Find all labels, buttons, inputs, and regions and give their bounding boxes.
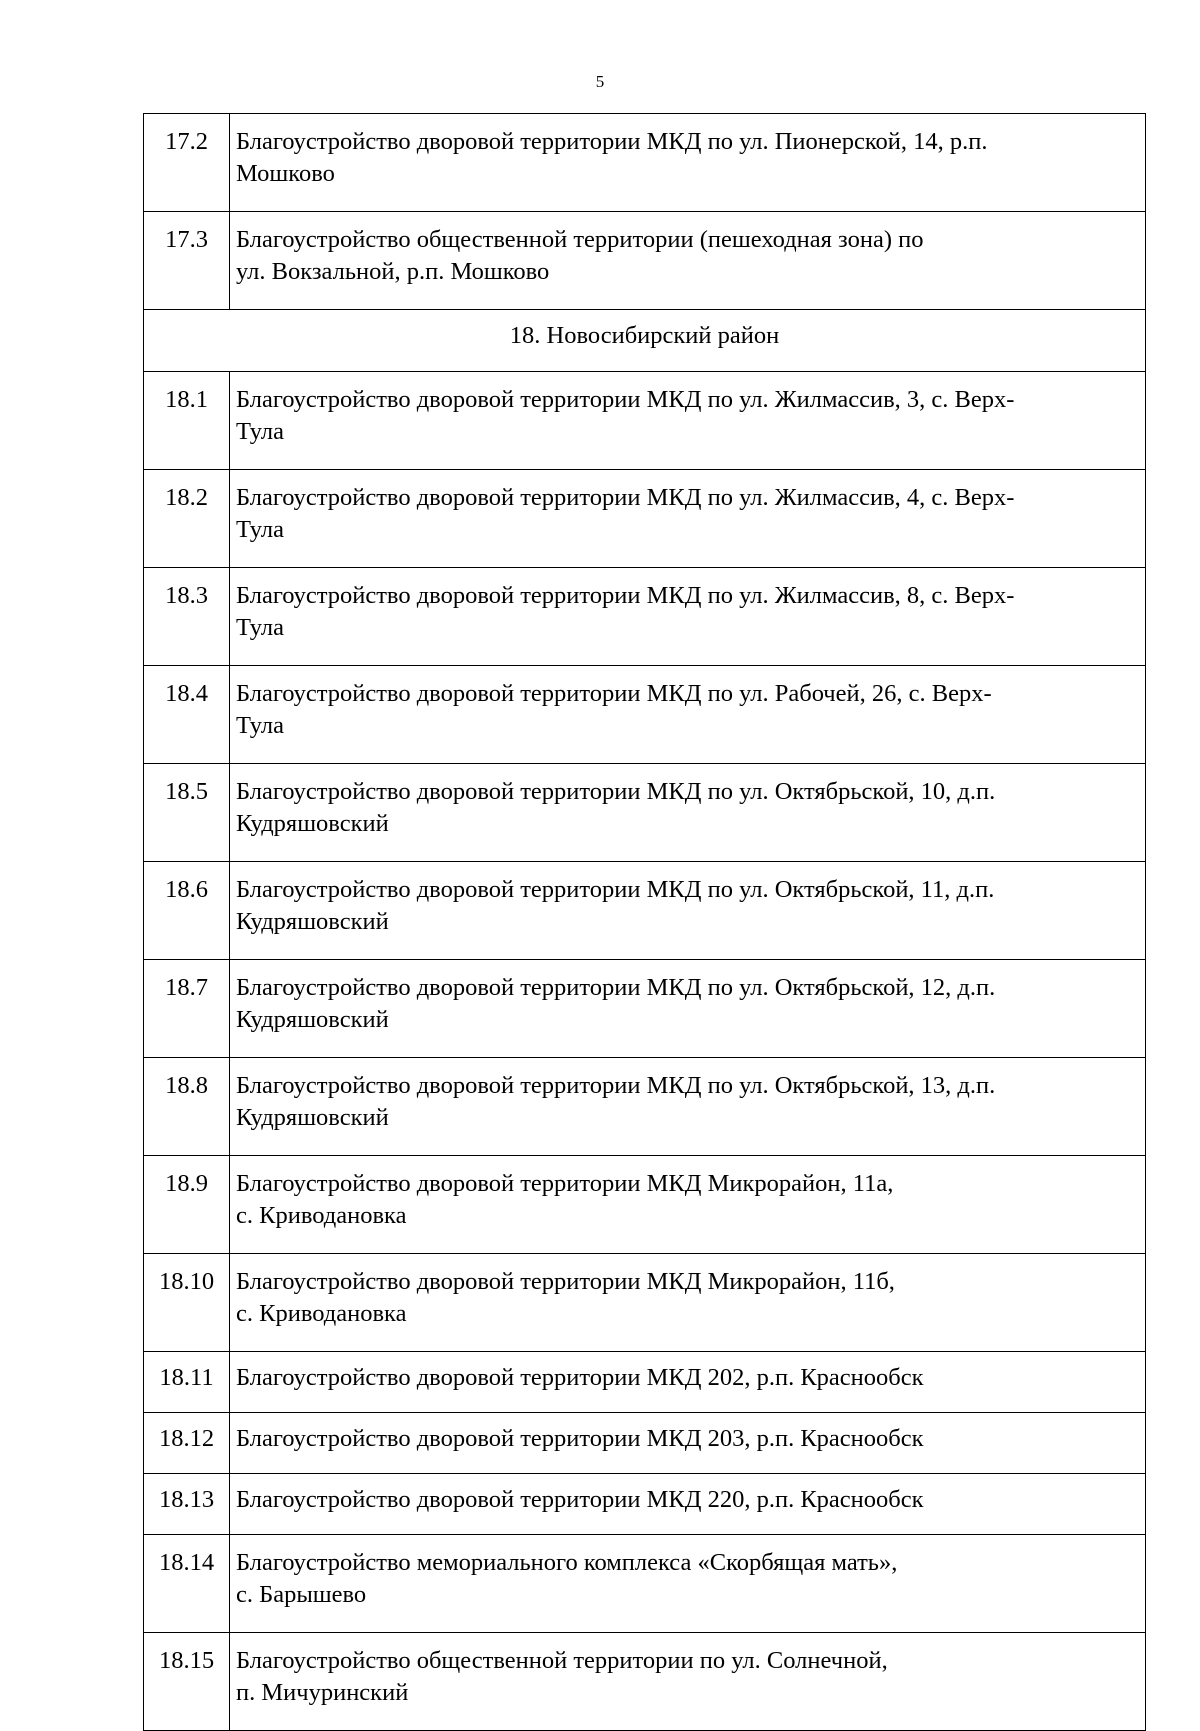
item-description: [230, 862, 1146, 960]
item-description: [230, 960, 1146, 1058]
item-number: 18.11: [144, 1352, 230, 1413]
item-description-line: с. Барышево: [236, 1581, 367, 1608]
table-row: [144, 1156, 1146, 1254]
table-row: [144, 764, 1146, 862]
item-description-line: п. Мичуринский: [236, 1679, 409, 1706]
item-description-line: Благоустройство дворовой территории МКД по ул. Рабочей, 26, с. Верх-: [236, 680, 992, 707]
table-row: [144, 1535, 1146, 1633]
table-row: [144, 666, 1146, 764]
item-description: [230, 372, 1146, 470]
item-description-line: Кудряшовский: [236, 908, 389, 935]
item-description-line: Благоустройство дворовой территории МКД по ул. Октябрьской, 12, д.п.: [236, 974, 996, 1001]
item-description-line: Благоустройство дворовой территории МКД Микрорайон, 11б,: [236, 1268, 895, 1295]
item-number: 18.5: [144, 764, 230, 862]
item-description: [230, 1413, 1146, 1474]
item-description: [230, 114, 1146, 212]
item-description-line: Благоустройство дворовой территории МКД 220, р.п. Краснообск: [236, 1486, 924, 1513]
item-number: 18.2: [144, 470, 230, 568]
item-description: [230, 1352, 1146, 1413]
item-description-line: Благоустройство мемориального комплекса «Скорбящая мать»,: [236, 1549, 898, 1576]
item-description: [230, 212, 1146, 310]
item-description: [230, 1156, 1146, 1254]
item-description-line: Благоустройство общественной территории (пешеходная зона) по: [236, 226, 924, 253]
table-row: [144, 114, 1146, 212]
item-description-line: Тула: [236, 516, 285, 543]
section-header-row: [144, 310, 1146, 372]
item-number: 18.15: [144, 1633, 230, 1731]
item-number: 18.4: [144, 666, 230, 764]
table-row: [144, 960, 1146, 1058]
item-description: [230, 470, 1146, 568]
item-description-line: ул. Вокзальной, р.п. Мошково: [236, 258, 550, 285]
item-description-line: Благоустройство дворовой территории МКД по ул. Октябрьской, 10, д.п.: [236, 778, 996, 805]
item-description-line: Кудряшовский: [236, 810, 389, 837]
item-description-line: Тула: [236, 614, 285, 641]
item-description-line: Благоустройство дворовой территории МКД по ул. Жилмассив, 4, с. Верх-: [236, 484, 1015, 511]
item-description-line: Тула: [236, 418, 285, 445]
table-row: [144, 568, 1146, 666]
item-description-line: Благоустройство дворовой территории МКД Микрорайон, 11а,: [236, 1170, 894, 1197]
item-description-line: Благоустройство дворовой территории МКД по ул. Октябрьской, 11, д.п.: [236, 876, 995, 903]
item-description-line: Благоустройство дворовой территории МКД по ул. Пионерской, 14, р.п.: [236, 128, 988, 155]
item-description: [230, 1254, 1146, 1352]
item-description-line: с. Криводановка: [236, 1300, 407, 1327]
item-number: 18.12: [144, 1413, 230, 1474]
item-number: 18.1: [144, 372, 230, 470]
table-row: [144, 1254, 1146, 1352]
item-description-line: Кудряшовский: [236, 1006, 389, 1033]
table-row: [144, 212, 1146, 310]
item-number: 17.3: [144, 212, 230, 310]
item-number: 18.3: [144, 568, 230, 666]
item-description-line: Благоустройство общественной территории по ул. Солнечной,: [236, 1647, 888, 1674]
table-row: [144, 862, 1146, 960]
item-number: 18.9: [144, 1156, 230, 1254]
item-description: [230, 666, 1146, 764]
item-number: 18.10: [144, 1254, 230, 1352]
table-row: [144, 1474, 1146, 1535]
item-description: [230, 1633, 1146, 1731]
table-row: [144, 1352, 1146, 1413]
item-description-line: Благоустройство дворовой территории МКД по ул. Жилмассив, 8, с. Верх-: [236, 582, 1015, 609]
table-row: [144, 1633, 1146, 1731]
section-title: 18. Новосибирский район: [144, 310, 1146, 372]
item-number: 18.7: [144, 960, 230, 1058]
item-number: 17.2: [144, 114, 230, 212]
items-table: [143, 113, 1146, 1731]
item-number: 18.8: [144, 1058, 230, 1156]
item-description: [230, 1474, 1146, 1535]
table-row: [144, 470, 1146, 568]
table-row: [144, 372, 1146, 470]
item-description: [230, 568, 1146, 666]
item-description: [230, 764, 1146, 862]
item-description-line: Благоустройство дворовой территории МКД по ул. Жилмассив, 3, с. Верх-: [236, 386, 1015, 413]
item-description-line: Мошково: [236, 160, 335, 187]
item-description-line: Кудряшовский: [236, 1104, 389, 1131]
item-description: [230, 1535, 1146, 1633]
item-description: [230, 1058, 1146, 1156]
items-table-body: [144, 114, 1146, 1731]
item-description-line: Тула: [236, 712, 285, 739]
item-number: 18.14: [144, 1535, 230, 1633]
table-row: [144, 1058, 1146, 1156]
item-description-line: с. Криводановка: [236, 1202, 407, 1229]
item-number: 18.6: [144, 862, 230, 960]
item-description-line: Благоустройство дворовой территории МКД 202, р.п. Краснообск: [236, 1364, 924, 1391]
table-row: [144, 1413, 1146, 1474]
item-number: 18.13: [144, 1474, 230, 1535]
item-description-line: Благоустройство дворовой территории МКД по ул. Октябрьской, 13, д.п.: [236, 1072, 996, 1099]
page-number: 5: [595, 72, 605, 91]
item-description-line: Благоустройство дворовой территории МКД 203, р.п. Краснообск: [236, 1425, 924, 1452]
